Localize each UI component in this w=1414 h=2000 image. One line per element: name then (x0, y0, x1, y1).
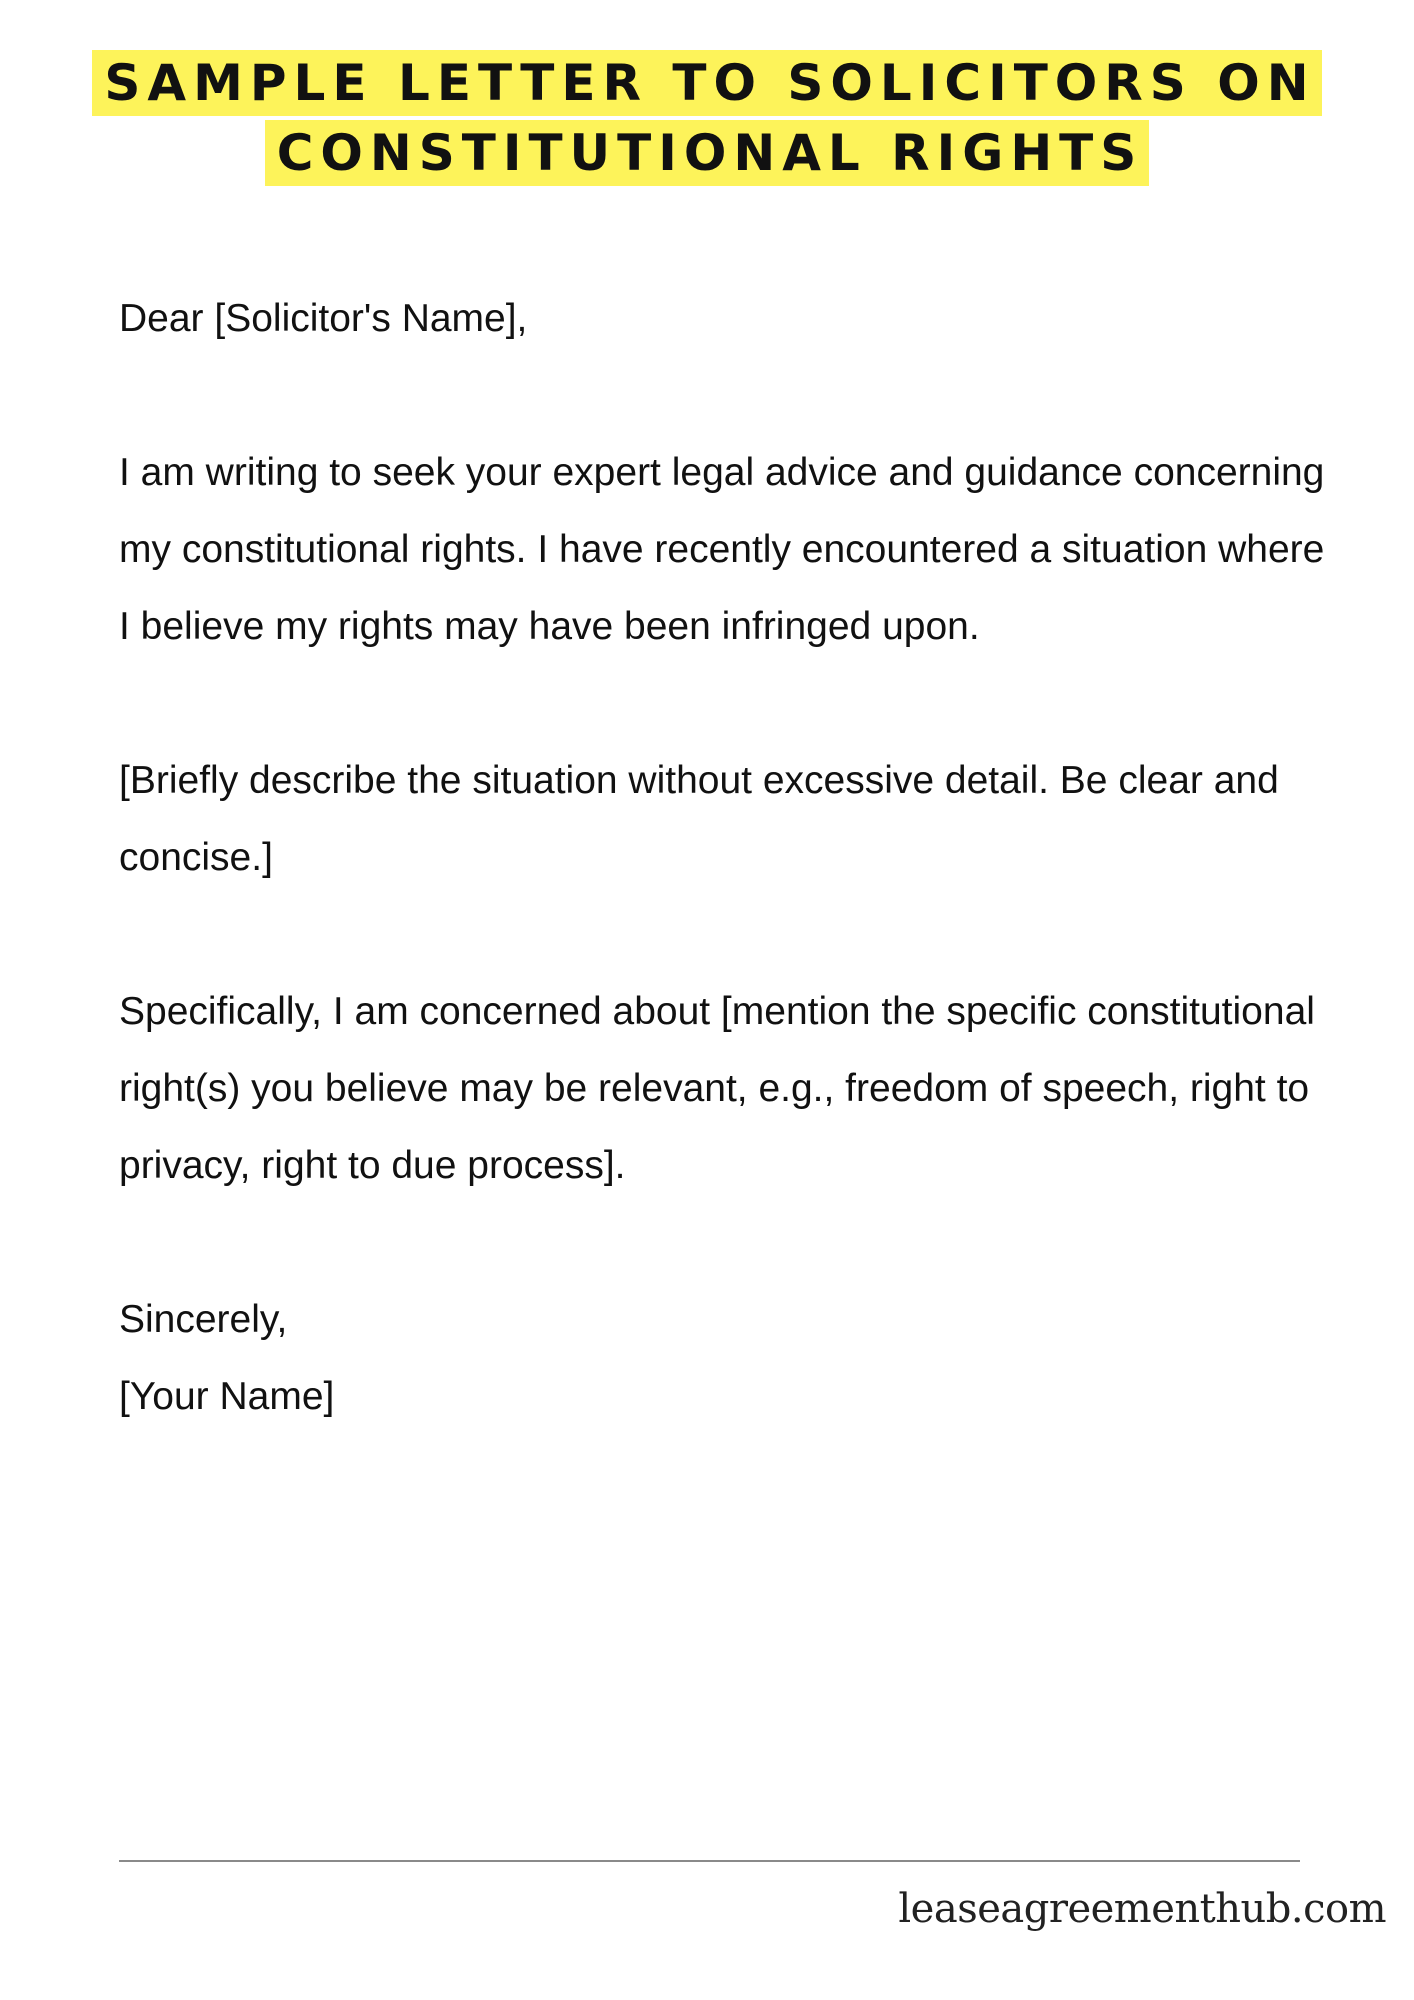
salutation: Dear [Solicitor's Name], (119, 297, 528, 340)
letter-body (119, 280, 1329, 1435)
document-title (0, 50, 1414, 186)
paragraph-specifics: Specifically, I am concerned about [mention the specific constitutional right(s) you believe may be relevant, e.g., freedom of speech, right to privacy, right to due process]. (119, 990, 1315, 1187)
footer-website: leaseagreementhub.com (898, 1886, 1386, 1932)
title-line-1: SAMPLE LETTER TO SOLICITORS ON (92, 50, 1321, 116)
footer-divider (119, 1860, 1300, 1862)
signature: [Your Name] (119, 1375, 335, 1418)
title-line-2: CONSTITUTIONAL RIGHTS (265, 120, 1150, 186)
paragraph-situation: [Briefly describe the situation without excessive detail. Be clear and concise.] (119, 759, 1279, 879)
closing: Sincerely, (119, 1298, 288, 1341)
paragraph-intro: I am writing to seek your expert legal advice and guidance concerning my constitutional rights. I have recently encountered a situation where I believe my rights may have been infringed upon. (119, 451, 1325, 648)
